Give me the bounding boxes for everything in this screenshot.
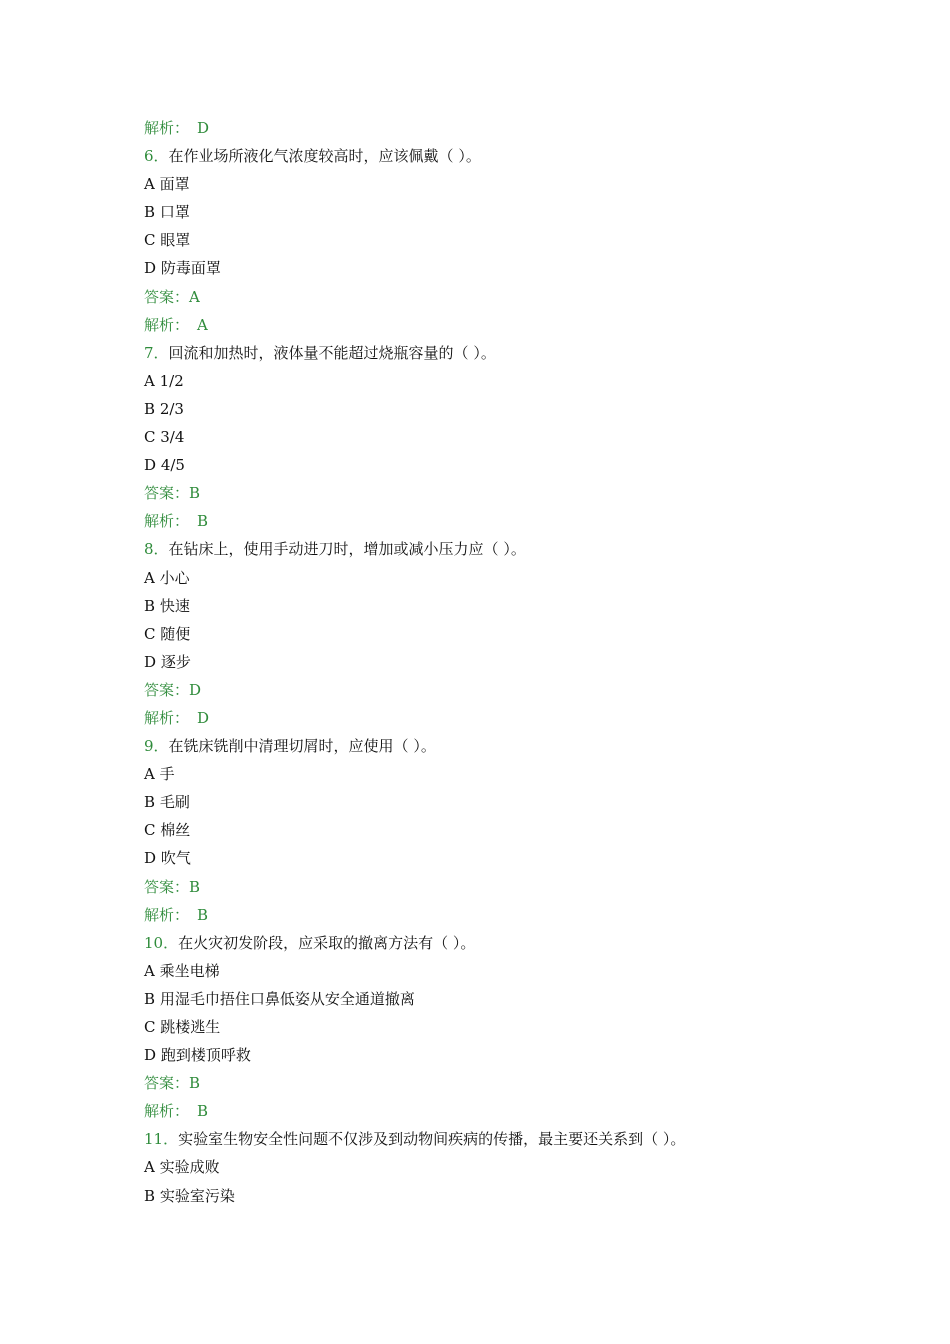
option-line bbox=[144, 788, 864, 816]
answer-label: 答案： bbox=[144, 287, 190, 306]
option-line bbox=[144, 648, 864, 676]
option-text: 乘坐电梯 bbox=[159, 961, 220, 980]
document-page bbox=[144, 114, 864, 1210]
analysis-label: 解析： bbox=[144, 119, 190, 137]
answer-label: 答案： bbox=[144, 680, 190, 699]
answer-value: B bbox=[189, 484, 201, 503]
option-letter: D bbox=[144, 652, 157, 671]
question-line bbox=[144, 535, 864, 563]
question-text: 实验室生物安全性问题不仅涉及到动物间疾病的传播，最主要还关系到（ ）。 bbox=[178, 1130, 686, 1149]
option-line bbox=[144, 564, 864, 592]
analysis-value: D bbox=[197, 119, 210, 137]
analysis-line bbox=[144, 114, 864, 142]
option-line bbox=[144, 816, 864, 844]
option-text: 跑到楼顶呼救 bbox=[160, 1046, 251, 1065]
question-text: 在铣床铣削中清理切屑时，应使用（ ）。 bbox=[168, 737, 436, 756]
option-line bbox=[144, 1153, 864, 1181]
answer-label: 答案： bbox=[144, 1074, 190, 1093]
analysis-line bbox=[144, 507, 864, 535]
question-text: 回流和加热时，液体量不能超过烧瓶容量的（ ）。 bbox=[168, 343, 496, 362]
analysis-line bbox=[144, 704, 864, 732]
option-letter: B bbox=[144, 989, 156, 1008]
option-letter: A bbox=[144, 568, 155, 587]
answer-line bbox=[144, 873, 864, 901]
option-line bbox=[144, 226, 864, 254]
option-letter: B bbox=[144, 399, 156, 418]
option-text: 实验室污染 bbox=[159, 1186, 235, 1205]
analysis-value: A bbox=[197, 315, 208, 334]
option-line bbox=[144, 451, 864, 479]
option-letter: D bbox=[144, 259, 157, 278]
analysis-value: B bbox=[197, 512, 209, 531]
option-text: 用湿毛巾捂住口鼻低姿从安全通道撤离 bbox=[159, 989, 415, 1008]
option-line bbox=[144, 620, 864, 648]
option-line bbox=[144, 760, 864, 788]
option-line bbox=[144, 254, 864, 282]
option-letter: B bbox=[144, 793, 156, 812]
answer-value: B bbox=[189, 877, 201, 896]
question-number: 8． bbox=[144, 540, 169, 559]
option-line bbox=[144, 844, 864, 872]
question-number: 9． bbox=[144, 737, 169, 756]
option-line bbox=[144, 957, 864, 985]
question-line bbox=[144, 929, 864, 957]
option-letter: C bbox=[144, 624, 156, 643]
option-text: 毛刷 bbox=[159, 793, 190, 812]
option-letter: C bbox=[144, 428, 156, 447]
analysis-label: 解析： bbox=[144, 1102, 190, 1121]
option-text: 跳楼逃生 bbox=[160, 1018, 221, 1036]
question-text: 在钻床上，使用手动进刀时，增加或减小压力应（ ）。 bbox=[168, 540, 526, 559]
analysis-label: 解析： bbox=[144, 708, 190, 727]
answer-label: 答案： bbox=[144, 484, 190, 503]
option-letter: D bbox=[144, 1046, 157, 1065]
option-text: 实验成败 bbox=[159, 1158, 220, 1177]
option-letter: B bbox=[144, 1186, 156, 1205]
question-number: 11． bbox=[144, 1130, 179, 1149]
analysis-label: 解析： bbox=[144, 512, 190, 531]
analysis-line bbox=[144, 901, 864, 929]
option-line bbox=[144, 170, 864, 198]
analysis-label: 解析： bbox=[144, 905, 190, 924]
option-text: 2/3 bbox=[159, 399, 184, 418]
question-line bbox=[144, 1125, 864, 1153]
question-number: 10． bbox=[144, 933, 179, 952]
option-text: 口罩 bbox=[159, 203, 190, 222]
option-text: 小心 bbox=[159, 568, 190, 587]
option-letter: D bbox=[144, 456, 157, 475]
option-letter: D bbox=[144, 849, 157, 868]
analysis-value: D bbox=[197, 708, 210, 727]
analysis-label: 解析： bbox=[144, 315, 190, 334]
option-line bbox=[144, 423, 864, 451]
option-text: 吹气 bbox=[160, 849, 191, 868]
option-letter: A bbox=[144, 765, 155, 784]
option-line bbox=[144, 367, 864, 395]
option-line bbox=[144, 985, 864, 1013]
option-text: 快速 bbox=[159, 596, 190, 615]
analysis-line bbox=[144, 1097, 864, 1125]
question-line bbox=[144, 142, 864, 170]
answer-value: B bbox=[189, 1074, 201, 1093]
option-line bbox=[144, 1041, 864, 1069]
option-text: 4/5 bbox=[160, 456, 185, 475]
option-text: 手 bbox=[159, 765, 175, 784]
answer-value: A bbox=[189, 287, 200, 306]
option-line bbox=[144, 198, 864, 226]
option-text: 眼罩 bbox=[160, 231, 191, 250]
option-letter: A bbox=[144, 1158, 155, 1177]
option-letter: A bbox=[144, 175, 155, 194]
option-text: 棉丝 bbox=[160, 821, 191, 840]
option-letter: B bbox=[144, 203, 156, 222]
option-line bbox=[144, 1013, 864, 1041]
option-text: 逐步 bbox=[160, 652, 191, 671]
option-letter: A bbox=[144, 961, 155, 980]
answer-line bbox=[144, 1069, 864, 1097]
option-text: 3/4 bbox=[160, 428, 185, 447]
option-line bbox=[144, 592, 864, 620]
option-line bbox=[144, 1182, 864, 1210]
option-letter: C bbox=[144, 821, 156, 840]
question-text: 在作业场所液化气浓度较高时，应该佩戴（ ）。 bbox=[168, 147, 481, 166]
option-letter: A bbox=[144, 371, 155, 390]
analysis-line bbox=[144, 311, 864, 339]
option-line bbox=[144, 395, 864, 423]
option-text: 1/2 bbox=[159, 371, 184, 390]
analysis-value: B bbox=[197, 1102, 209, 1121]
option-letter: C bbox=[144, 1018, 156, 1036]
option-text: 面罩 bbox=[159, 175, 190, 194]
option-text: 随便 bbox=[160, 624, 191, 643]
analysis-value: B bbox=[197, 905, 209, 924]
answer-value: D bbox=[189, 680, 202, 699]
answer-line bbox=[144, 283, 864, 311]
question-text: 在火灾初发阶段，应采取的撤离方法有（ ）。 bbox=[178, 933, 476, 952]
answer-line bbox=[144, 479, 864, 507]
question-line bbox=[144, 339, 864, 367]
option-letter: B bbox=[144, 596, 156, 615]
option-letter: C bbox=[144, 231, 156, 250]
question-number: 6． bbox=[144, 147, 169, 166]
option-text: 防毒面罩 bbox=[160, 259, 221, 278]
answer-label: 答案： bbox=[144, 877, 190, 896]
question-number: 7． bbox=[144, 343, 169, 362]
answer-line bbox=[144, 676, 864, 704]
question-line bbox=[144, 732, 864, 760]
